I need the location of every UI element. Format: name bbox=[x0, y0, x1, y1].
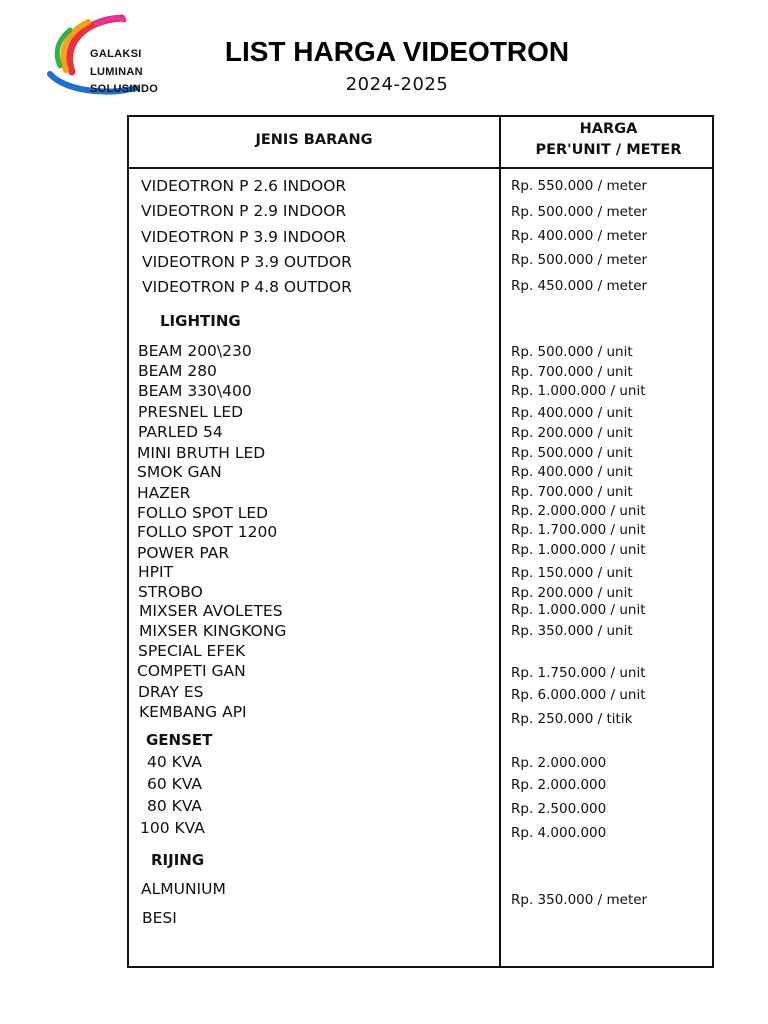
item-name: VIDEOTRON P 3.9 INDOOR bbox=[141, 228, 347, 246]
item-name: 80 KVA bbox=[147, 797, 203, 815]
item-price: Rp. 700.000 / unit bbox=[511, 484, 633, 500]
item-price: Rp. 200.000 / unit bbox=[511, 425, 633, 441]
item-price: Rp. 150.000 / unit bbox=[511, 565, 633, 581]
page-title-text: LIST HARGA VIDEOTRON bbox=[224, 36, 570, 67]
header-price-line1: HARGA bbox=[579, 121, 638, 137]
item-name: 40 KVA bbox=[147, 753, 203, 771]
item-name: BEAM 200\230 bbox=[138, 342, 252, 360]
item-price: Rp. 4.000.000 bbox=[511, 825, 607, 841]
item-name: VIDEOTRON P 3.9 OUTDOR bbox=[142, 253, 352, 271]
header-price-column bbox=[501, 119, 716, 161]
item-name: MIXSER AVOLETES bbox=[139, 602, 283, 620]
item-name: KEMBANG API bbox=[139, 703, 247, 721]
item-price: Rp. 550.000 / meter bbox=[511, 178, 648, 194]
item-price: Rp. 1.000.000 / unit bbox=[511, 602, 646, 618]
item-name: HPIT bbox=[138, 563, 174, 581]
item-price: Rp. 6.000.000 / unit bbox=[511, 687, 646, 703]
header-divider bbox=[129, 167, 712, 169]
logo-text-line1: GALAKSI bbox=[90, 48, 142, 60]
item-price: Rp. 200.000 / unit bbox=[511, 585, 633, 601]
logo-text-line3: SOLUSINDO bbox=[90, 83, 159, 95]
item-price: Rp. 1.700.000 / unit bbox=[511, 522, 646, 538]
item-price: Rp. 350.000 / meter bbox=[511, 892, 648, 908]
item-price: Rp. 350.000 / unit bbox=[511, 623, 633, 639]
item-price: Rp. 500.000 / meter bbox=[511, 204, 648, 220]
item-price: Rp. 1.000.000 / unit bbox=[511, 542, 646, 558]
item-price: Rp. 1.750.000 / unit bbox=[511, 665, 646, 681]
item-price: Rp. 450.000 / meter bbox=[511, 278, 648, 294]
header-item-column: JENIS BARANG bbox=[255, 132, 373, 148]
item-name: HAZER bbox=[137, 484, 191, 502]
item-price: Rp. 500.000 / meter bbox=[511, 252, 648, 268]
item-price: Rp. 2.000.000 bbox=[511, 755, 607, 771]
item-name: BEAM 330\400 bbox=[138, 382, 252, 400]
item-name: 100 KVA bbox=[140, 819, 205, 837]
item-price: Rp. 2.000.000 bbox=[511, 777, 607, 793]
item-name: POWER PAR bbox=[137, 544, 230, 562]
item-name: FOLLO SPOT 1200 bbox=[137, 523, 278, 541]
item-name: VIDEOTRON P 2.9 INDOOR bbox=[141, 202, 347, 220]
item-name: PRESNEL LED bbox=[138, 403, 244, 421]
item-price: Rp. 500.000 / unit bbox=[511, 344, 633, 360]
section-title-lighting: LIGHTING bbox=[160, 312, 241, 330]
section-title-genset: GENSET bbox=[146, 731, 213, 749]
item-name: ALMUNIUM bbox=[141, 880, 226, 898]
item-name: SPECIAL EFEK bbox=[138, 642, 246, 660]
item-price: Rp. 2.500.000 bbox=[511, 801, 607, 817]
item-name: DRAY ES bbox=[138, 683, 204, 701]
item-name: VIDEOTRON P 4.8 OUTDOR bbox=[142, 278, 352, 296]
item-name: STROBO bbox=[138, 583, 203, 601]
item-name: BEAM 280 bbox=[138, 362, 217, 380]
item-price: Rp. 2.000.000 / unit bbox=[511, 503, 646, 519]
page-subtitle bbox=[0, 74, 768, 95]
item-price: Rp. 250.000 / titik bbox=[511, 711, 633, 727]
item-price: Rp. 1.000.000 / unit bbox=[511, 383, 646, 399]
item-name: MIXSER KINGKONG bbox=[139, 622, 287, 640]
item-price: Rp. 400.000 / unit bbox=[511, 405, 633, 421]
logo-text-line2: LUMINAN bbox=[90, 66, 143, 78]
item-price: Rp. 400.000 / meter bbox=[511, 228, 648, 244]
item-name: FOLLO SPOT LED bbox=[137, 504, 269, 522]
item-price: Rp. 700.000 / unit bbox=[511, 364, 633, 380]
section-title-rijing: RIJING bbox=[151, 851, 205, 869]
page-title bbox=[0, 36, 768, 68]
item-name: 60 KVA bbox=[147, 775, 203, 793]
item-name: SMOK GAN bbox=[137, 463, 222, 481]
item-name: VIDEOTRON P 2.6 INDOOR bbox=[141, 177, 347, 195]
item-price: Rp. 500.000 / unit bbox=[511, 445, 633, 461]
item-name: MINI BRUTH LED bbox=[137, 444, 266, 462]
item-name: BESI bbox=[142, 909, 177, 927]
page-year-text: 2024-2025 bbox=[345, 74, 449, 95]
column-divider bbox=[499, 117, 501, 966]
item-name: PARLED 54 bbox=[138, 423, 223, 441]
item-name: COMPETI GAN bbox=[137, 662, 246, 680]
header-price-line2: PER'UNIT / METER bbox=[535, 142, 682, 158]
item-price: Rp. 400.000 / unit bbox=[511, 464, 633, 480]
